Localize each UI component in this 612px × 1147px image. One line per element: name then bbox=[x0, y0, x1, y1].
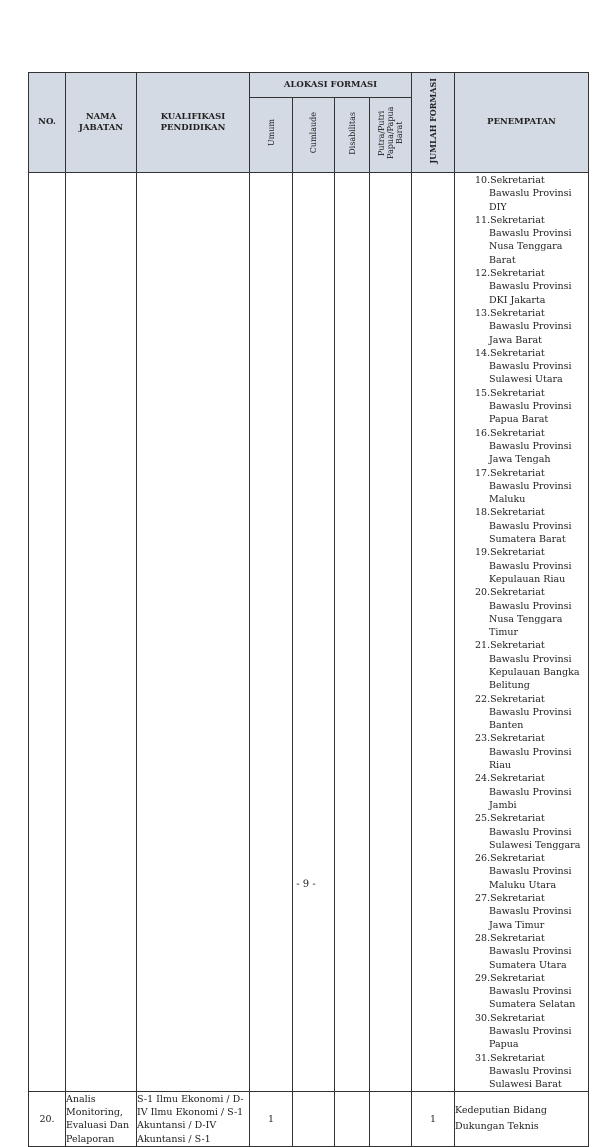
row-disabilitas bbox=[335, 1092, 370, 1147]
header-cumlaude: Cumlaude bbox=[293, 98, 335, 173]
cell-umum bbox=[250, 173, 293, 1092]
list-item: 13.Sekretariat Bawaslu Provinsi Jawa Barat bbox=[475, 307, 572, 346]
cell-nama-jabatan bbox=[66, 173, 137, 1092]
header-jumlah-formasi: JUMLAH FORMASI bbox=[412, 73, 455, 173]
list-item: 17.Sekretariat Bawaslu Provinsi Maluku bbox=[475, 467, 572, 506]
list-item: 10.Sekretariat Bawaslu Provinsi DIY bbox=[475, 175, 572, 213]
cell-no bbox=[29, 173, 66, 1092]
list-item: 16.Sekretariat Bawaslu Provinsi Jawa Tengah bbox=[475, 427, 572, 466]
cell-jumlah bbox=[412, 173, 455, 1092]
header-alokasi-formasi: ALOKASI FORMASI bbox=[250, 73, 412, 98]
formasi-table bbox=[28, 72, 589, 1147]
list-item: 28.Sekretariat Bawaslu Provinsi Sumatera Utara bbox=[475, 932, 572, 971]
list-item: 20.Sekretariat Bawaslu Provinsi Nusa Tenggara Timur bbox=[475, 587, 572, 639]
header-disabilitas: Disabilitas bbox=[335, 98, 370, 173]
header-papua: Putra/Putri Papua/Papua Barat bbox=[370, 98, 412, 173]
penempatan-list bbox=[455, 174, 588, 1091]
list-item: 22.Sekretariat Bawaslu Provinsi Banten bbox=[475, 693, 572, 732]
header-umum: Umum bbox=[250, 98, 293, 173]
table-row-continued bbox=[29, 173, 589, 1092]
list-item: 26.Sekretariat Bawaslu Provinsi Maluku Utara bbox=[475, 853, 572, 891]
header-penempatan: PENEMPATAN bbox=[455, 73, 589, 173]
row-no: 20. bbox=[29, 1092, 66, 1147]
list-item: 30.Sekretariat Bawaslu Provinsi Papua bbox=[475, 1012, 572, 1051]
list-item: 31.Sekretariat Bawaslu Provinsi Sulawesi Barat bbox=[475, 1052, 572, 1091]
row-penempatan: Kedeputian Bidang Dukungan Teknis bbox=[455, 1092, 589, 1147]
list-item: 24.Sekretariat Bawaslu Provinsi Jambi bbox=[475, 773, 572, 811]
list-item: 11.Sekretariat Bawaslu Provinsi Nusa Tenggara Barat bbox=[475, 214, 572, 266]
list-item: 27.Sekretariat Bawaslu Provinsi Jawa Timur bbox=[475, 893, 572, 931]
row-umum: 1 bbox=[250, 1092, 293, 1147]
header-nama-jabatan: NAMA JABATAN bbox=[66, 73, 137, 173]
list-item: 25.Sekretariat Bawaslu Provinsi Sulawesi Tenggara bbox=[475, 813, 581, 851]
row-nama-jabatan: Analis Monitoring, Evaluasi Dan Pelaporan bbox=[66, 1092, 137, 1147]
cell-cumlaude bbox=[293, 173, 335, 1092]
cell-penempatan bbox=[455, 173, 589, 1092]
list-item: 12.Sekretariat Bawaslu Provinsi DKI Jakarta bbox=[475, 268, 572, 306]
list-item: 23.Sekretariat Bawaslu Provinsi Riau bbox=[475, 733, 572, 772]
list-item: 19.Sekretariat Bawaslu Provinsi Kepulauan Riau bbox=[475, 547, 572, 585]
table-row bbox=[29, 1092, 589, 1147]
cell-disabilitas bbox=[335, 173, 370, 1092]
list-item: 21.Sekretariat Bawaslu Provinsi Kepulauan Bangka Belitung bbox=[475, 640, 580, 692]
row-kualifikasi: S-1 Ilmu Ekonomi / D-IV Ilmu Ekonomi / S-1 Akuntansi / D-IV Akuntansi / S-1 bbox=[137, 1092, 250, 1147]
header-kualifikasi: KUALIFIKASI PENDIDIKAN bbox=[137, 73, 250, 173]
row-papua bbox=[370, 1092, 412, 1147]
list-item: 29.Sekretariat Bawaslu Provinsi Sumatera Selatan bbox=[475, 972, 576, 1011]
cell-kualifikasi bbox=[137, 173, 250, 1092]
page-number: - 9 - bbox=[296, 879, 316, 890]
list-item: 18.Sekretariat Bawaslu Provinsi Sumatera Barat bbox=[475, 507, 572, 546]
cell-papua bbox=[370, 173, 412, 1092]
list-item: 14.Sekretariat Bawaslu Provinsi Sulawesi Utara bbox=[475, 347, 572, 386]
header-no: NO. bbox=[29, 73, 66, 173]
list-item: 15.Sekretariat Bawaslu Provinsi Papua Barat bbox=[475, 387, 572, 426]
row-jumlah: 1 bbox=[412, 1092, 455, 1147]
row-cumlaude bbox=[293, 1092, 335, 1147]
